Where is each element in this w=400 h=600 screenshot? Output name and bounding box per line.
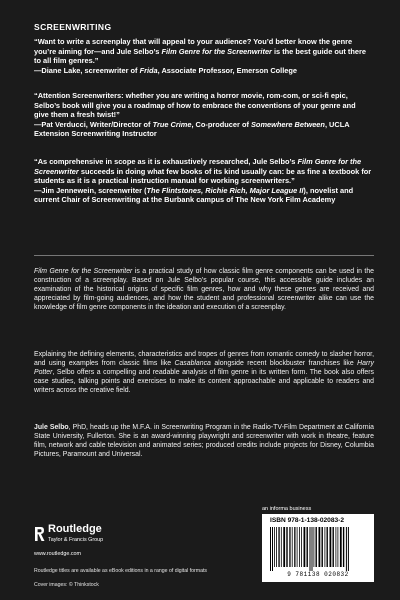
quote-attribution: —Pat Verducci, Writer/Director of True Crime, Co-producer of Somewhere Between, UCLA Extension Screenwriting Instructor [34, 119, 350, 139]
barcode-bar [330, 527, 332, 567]
quote-text: “Want to write a screenplay that will appeal to your audience? You’d better know the genre you’re aiming for—and Jule Selbo’s Film Genre for the Screenwriter is the best guide out there to all film genres.” [34, 37, 366, 66]
barcode-bar [314, 527, 315, 567]
divider [34, 255, 374, 256]
barcode-bar [297, 527, 298, 567]
book-description-1: Film Genre for the Screenwriter is a practical study of how classic film genre components can be used in the construction of a screenplay. Based on Jule Selbo’s popular course, this accessible guide includes an examination of the historical origins of specific film genres, how and why these genres are received and appreciated by film-going audiences, and how the student and professional screenwriter alike can use the knowledge of film genre components in the ideation and execution of a screenplay. [34, 268, 374, 311]
barcode-bar [336, 527, 337, 567]
barcode-bar [299, 527, 300, 567]
review-quote-1 [34, 37, 372, 75]
ebook-note: Routledge titles are available as eBook editions in a range of digital formats [34, 568, 208, 574]
barcode-bar [343, 527, 344, 567]
barcode-bar [270, 527, 271, 571]
barcode-bar [327, 527, 328, 567]
barcode-bar [276, 527, 277, 567]
quote-attribution: —Diane Lake, screenwriter of Frida, Associate Professor, Emerson College [34, 65, 298, 75]
informa-tagline: an informa business [262, 506, 312, 512]
barcode-bar [286, 527, 287, 567]
barcode-bar [310, 527, 311, 571]
quote-attribution: —Jim Jennewein, screenwriter (The Flintstones, Richie Rich, Major League II), novelist and current Chair of Screenwriting at the Burbank campus of The New York Film Academy [34, 185, 354, 205]
barcode-bar [312, 527, 313, 571]
barcode-bar [338, 527, 339, 567]
barcode-bar [322, 527, 323, 567]
barcode-bar [348, 527, 349, 571]
publisher-name: Routledge [48, 523, 102, 535]
isbn-label: ISBN 978-1-138-02083-2 [270, 517, 345, 524]
quote-text: “Attention Screenwriters: whether you are writing a horror movie, rom-com, or sci-fi epic, Selbo’s book will give you a roadmap of how to embrace the conventions of your genre and give them a fresh twist!” [34, 91, 356, 120]
barcode-bar [346, 527, 347, 571]
barcode-bar [294, 527, 295, 567]
barcode-bar [274, 527, 275, 567]
review-quote-3 [34, 157, 372, 205]
barcode-bar [281, 527, 282, 567]
barcode-bar [283, 527, 285, 567]
barcode-bar [292, 527, 293, 567]
barcode-bar [289, 527, 290, 567]
barcode-bar [278, 527, 279, 567]
barcode-bar [307, 527, 308, 567]
barcode-bar [325, 527, 326, 567]
publisher-group: Taylor & Francis Group [48, 537, 104, 543]
barcode-bar [304, 527, 306, 567]
review-quote-2 [34, 91, 372, 139]
barcode-panel [262, 514, 374, 582]
barcode-bar [301, 527, 302, 567]
barcode-number: 9 781138 020832 [287, 571, 349, 578]
category-label: SCREENWRITING [34, 22, 112, 32]
author-bio: Jule Selbo, PhD, heads up the M.F.A. in Screenwriting Program in the Radio-TV-Film Department at California State University, Fullerton. She is an award-winning playwright and screenwriter with work in theatre, feature film, network and cable television and animated series; produced credits include projects for Disney, Columbia Pictures, Paramount and Universal. [34, 424, 374, 458]
book-description-2: Explaining the defining elements, characteristics and tropes of genres from romantic comedy to slasher horror, and using examples from classic films like Casablanca alongside recent blockbuster franchises like Harry Potter, Selbo offers a compelling and readable analysis of film genre in its written form. The book also offers case studies, talking points and exercises to make its content approachable and applicable to readers and writers across the creative field. [34, 351, 374, 394]
barcode [268, 527, 368, 571]
publisher-url[interactable]: www.routledge.com [34, 551, 82, 557]
barcode-bar [319, 527, 321, 567]
routledge-logo-icon [34, 526, 45, 542]
barcode-bar [340, 527, 342, 567]
barcode-bar [333, 527, 334, 567]
barcode-bar [316, 527, 317, 567]
barcode-bar [272, 527, 273, 571]
cover-image-credit: Cover images: © Thinkstock [34, 582, 99, 588]
quote-text: “As comprehensive in scope as it is exhaustively researched, Jule Selbo’s Film Genre for the Screenwriter succeeds in doing what few books of its kind usually can: be as fine a textbook for students as it is a practical instruction manual for working screenwriters.” [34, 157, 372, 186]
